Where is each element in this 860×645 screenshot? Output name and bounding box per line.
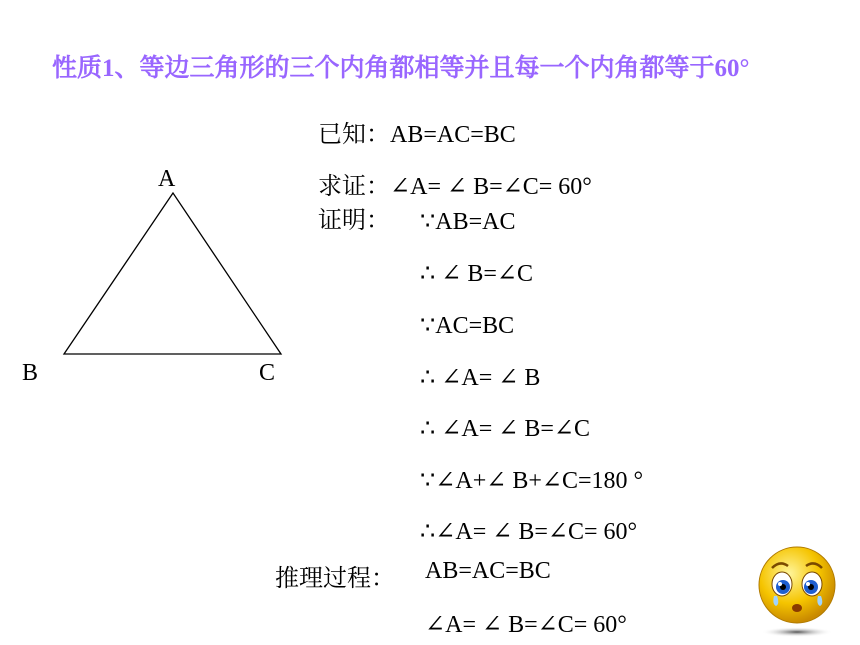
proof-step-7: ∴∠A= ∠ B=∠C= 60° [420, 519, 638, 545]
triangle-figure [0, 0, 300, 400]
proof-step-3: ∵AC=BC [420, 313, 515, 339]
reasoning-line-1: AB=AC=BC [425, 558, 551, 584]
page-title: 性质1、等边三角形的三个内角都相等并且每一个内角都等于60° [52, 55, 750, 82]
triangle-abc [64, 193, 281, 354]
proof-label: 证明： [318, 208, 390, 234]
reasoning-line-2: ∠A= ∠ B=∠C= 60° [425, 612, 627, 638]
proof-step-1: ∵AB=AC [420, 209, 516, 235]
reasoning-label: 推理过程： [275, 566, 395, 592]
proof-step-4: ∴ ∠A= ∠ B [420, 365, 541, 391]
crying-face-icon [752, 540, 842, 640]
to-prove-statement: 求证：∠A= ∠ B=∠C= 60° [318, 174, 592, 200]
vertex-label-b: B [22, 360, 39, 386]
proof-step-5: ∴ ∠A= ∠ B=∠C [420, 416, 591, 442]
proof-step-2: ∴ ∠ B=∠C [420, 261, 534, 287]
proof-step-6: ∵∠A+∠ B+∠C=180 ° [420, 468, 644, 494]
vertex-label-a: A [158, 166, 176, 192]
given-statement: 已知：AB=AC=BC [318, 122, 516, 148]
vertex-label-c: C [259, 360, 276, 386]
